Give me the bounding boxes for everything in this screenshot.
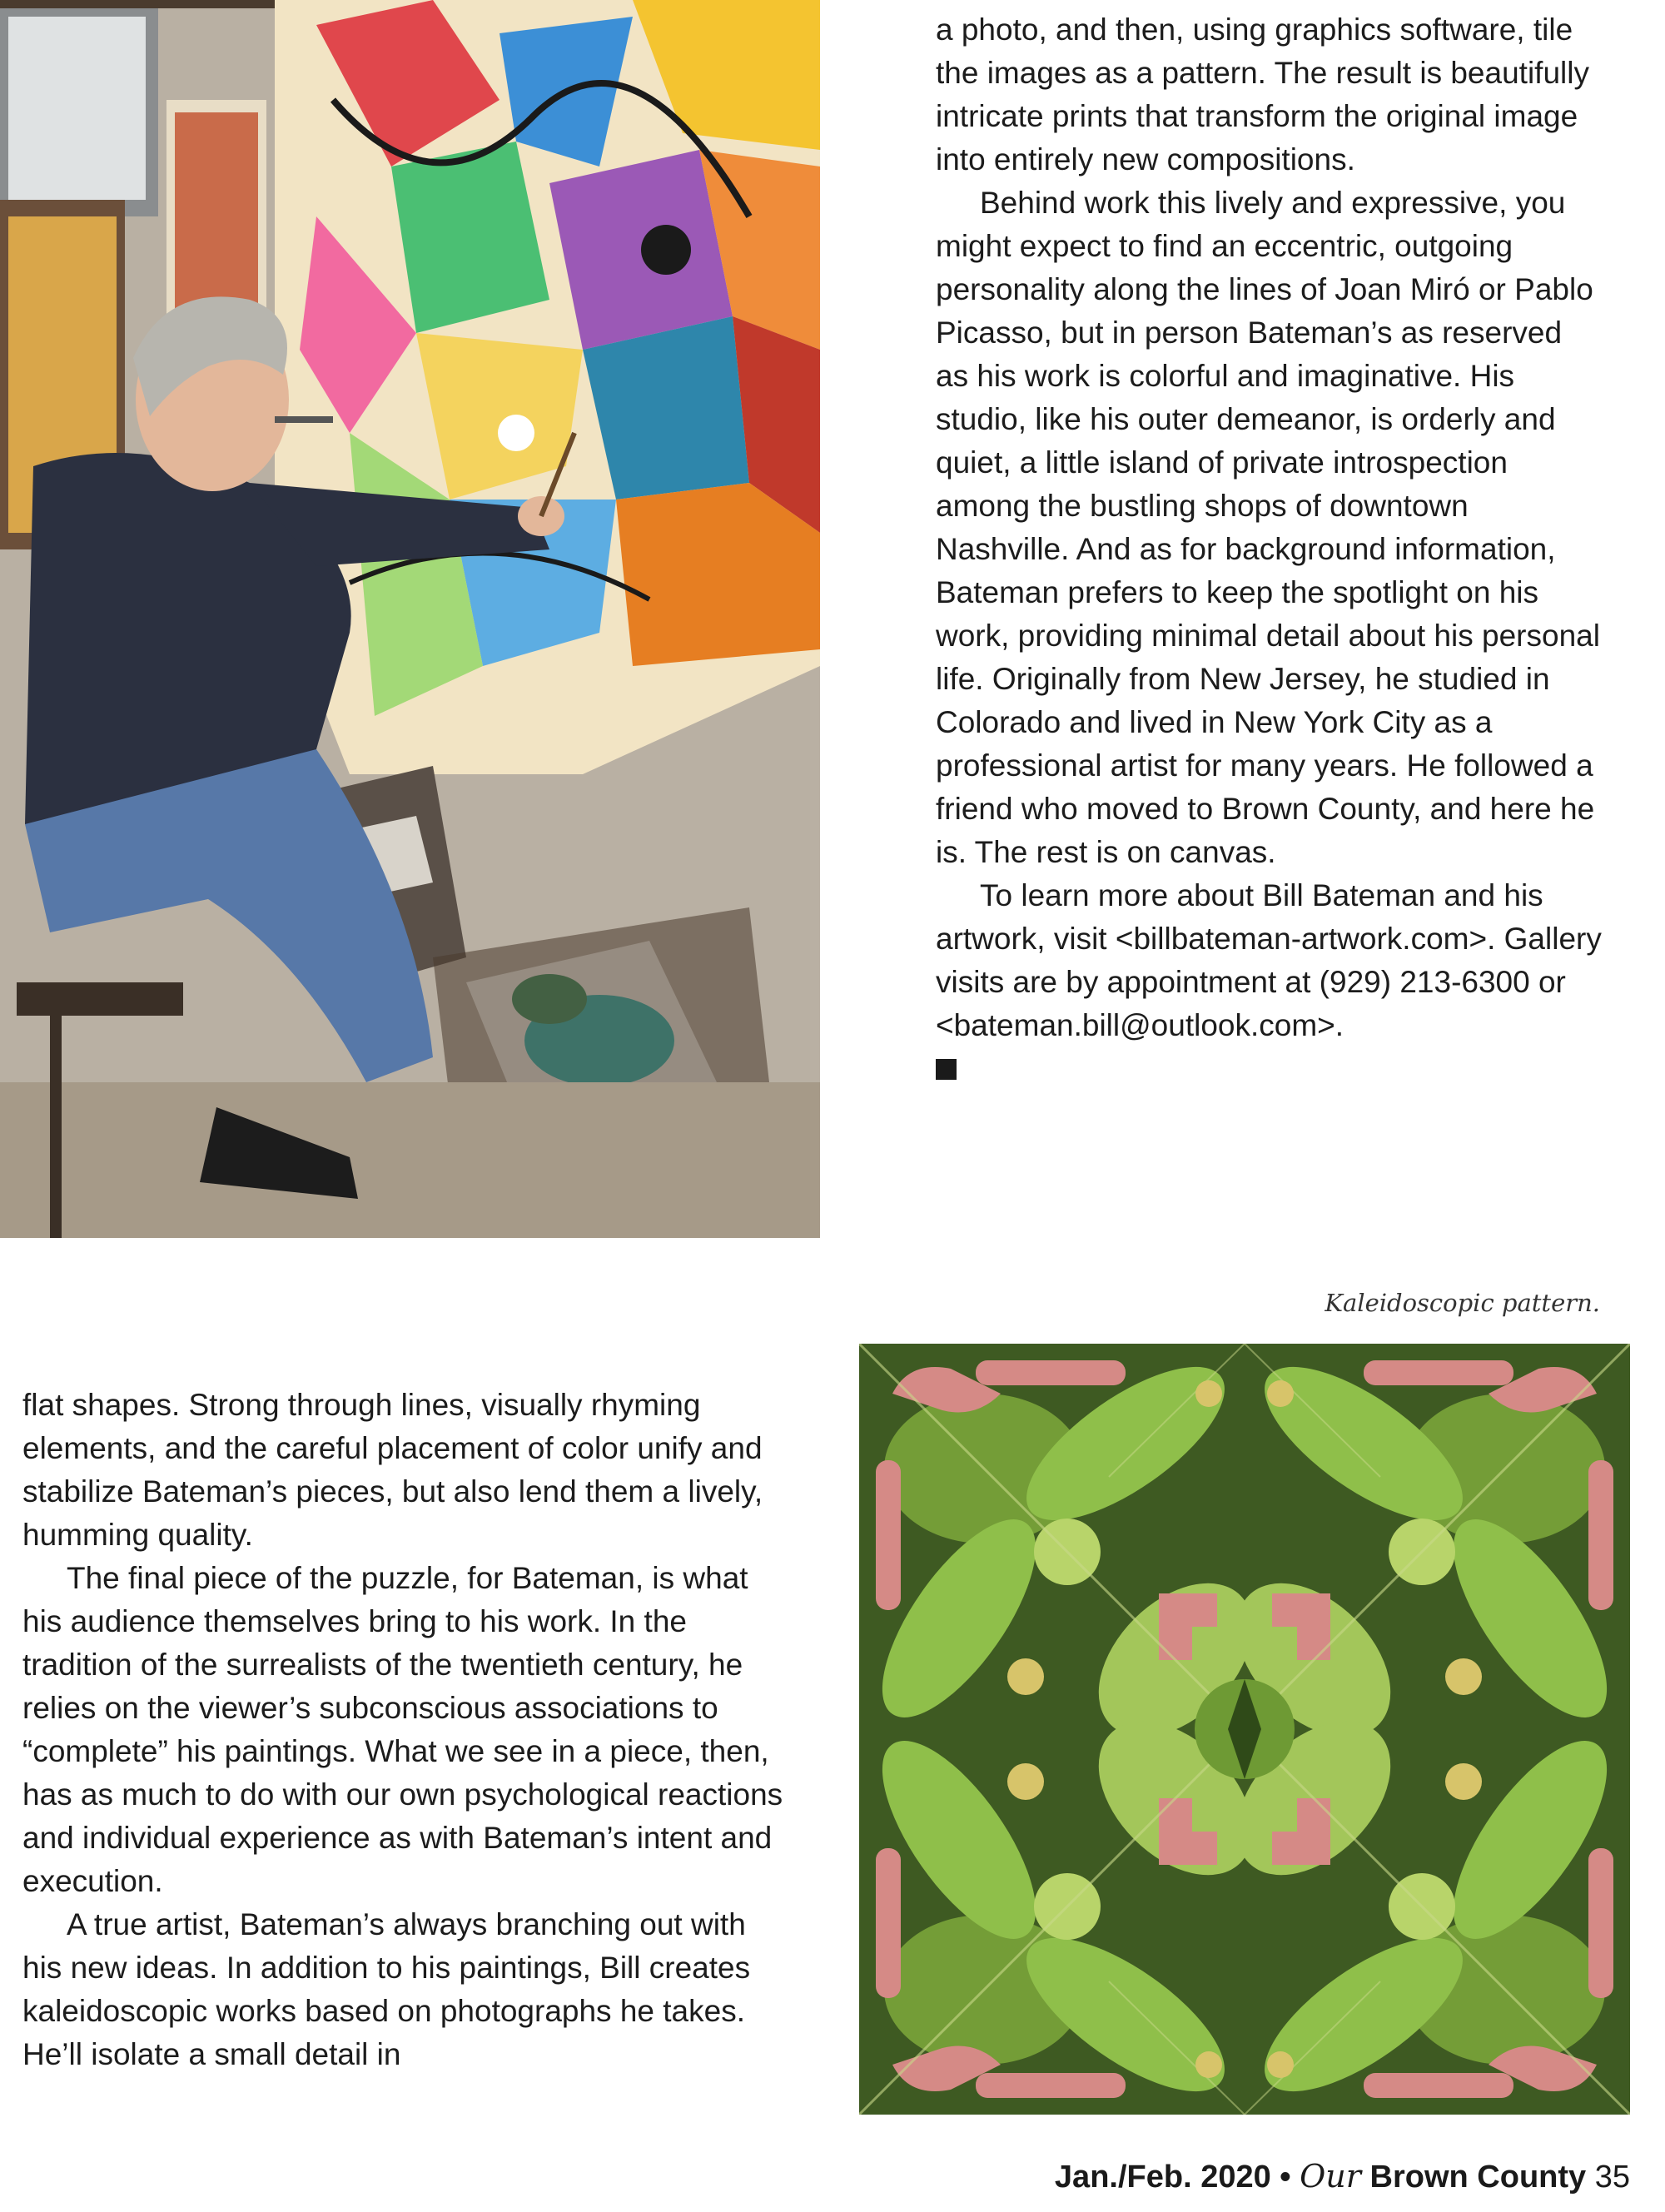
kaleidoscope-image	[859, 1344, 1630, 2115]
article-column-right	[936, 8, 1602, 1091]
artist-photo-illustration	[0, 0, 820, 1238]
article-paragraph: The final piece of the puzzle, for Bateman, is what his audience themselves bring to his work. In the tradition of the surrealists of the twentieth century, he relies on the viewer’s subconscious associations to “complete” his paintings. What we see in a piece, then, has as much to do with our own psychological reactions and individual experience as with Bateman’s intent and execution.	[22, 1561, 783, 1898]
page-footer	[1055, 2158, 1630, 2195]
page-number: 35	[1594, 2160, 1630, 2195]
artist-photo	[0, 0, 820, 1238]
article-paragraph: Behind work this lively and expressive, you might expect to find an eccentric, outgoing personality along the lines of Joan Miró or Pablo Picasso, but in person Bateman’s as reserved as his work is colorful and imaginative. His studio, like his outer demeanor, is orderly and quiet, a little island of private introspection among the bustling shops of downtown Nashville. And as for background information, Bateman prefers to keep the spotlight on his work, providing minimal detail about his personal life. Originally from New Jersey, he studied in Colorado and lived in New York City as a professional artist for many years. He followed a friend who moved to Brown County, and here he is. The rest is on canvas.	[936, 186, 1600, 869]
kaleidoscope-caption: Kaleidoscopic pattern.	[1325, 1289, 1600, 1317]
kaleidoscope-pattern-illustration	[859, 1344, 1630, 2115]
article-paragraph: a photo, and then, using graphics software, tile the images as a pattern. The result is beautifully intricate prints that transform the original image into entirely new compositions.	[936, 12, 1589, 176]
article-paragraph: flat shapes. Strong through lines, visually rhyming elements, and the careful placement of color unify and stabilize Bateman’s pieces, but also lend them a lively, humming quality.	[22, 1388, 763, 1552]
article-paragraph: A true artist, Bateman’s always branching out with his new ideas. In addition to his paintings, Bill creates kaleidoscopic works based on photographs he takes. He’ll isolate a small detail in	[22, 1907, 751, 2071]
footer-magazine-script: Our	[1300, 2158, 1361, 2195]
article-paragraph: To learn more about Bill Bateman and his artwork, visit <billbateman-artwork.com>. Gallery visits are by appointment at (929) 213-6300 or <bateman.bill@outlook.com>.	[936, 878, 1602, 1042]
footer-issue: Jan./Feb. 2020 •	[1054, 2160, 1291, 2195]
footer-magazine-name: Brown County	[1369, 2160, 1587, 2195]
article-column-left	[22, 1384, 788, 2076]
end-of-article-mark	[936, 1059, 957, 1080]
